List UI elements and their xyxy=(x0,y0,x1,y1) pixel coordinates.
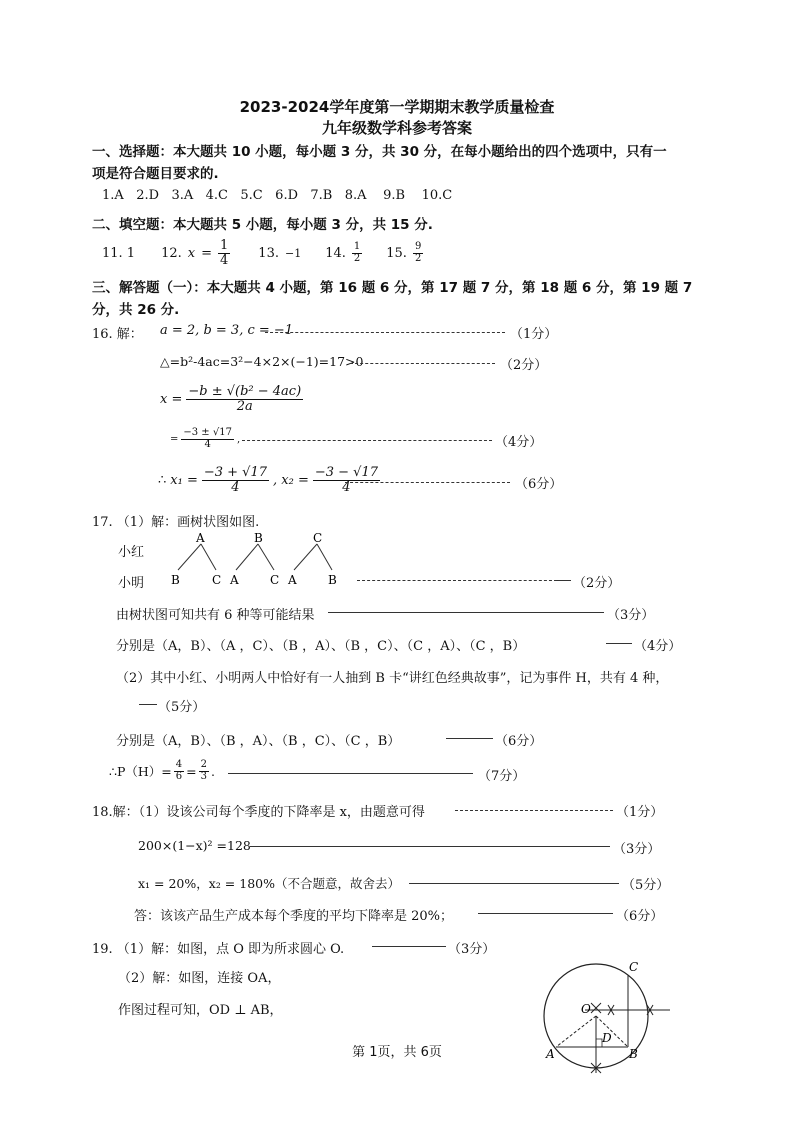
q12-fraction xyxy=(218,239,230,267)
q12-denominator: 4 xyxy=(220,252,229,268)
q17-prob-den-1: 6 xyxy=(175,770,183,782)
label-o: O xyxy=(581,1002,591,1016)
q17-prob-dot: . xyxy=(210,763,215,779)
q16-score-2: （2分） xyxy=(500,358,548,373)
tree-leaf-node: A xyxy=(288,573,297,587)
q15-label: 15. xyxy=(386,245,407,261)
q14-denominator: 2 xyxy=(353,252,361,264)
q17-prob-num-1: 4 xyxy=(175,759,183,770)
tree-leaf-node: A xyxy=(230,573,239,587)
q18-roots: x₁ = 20%，x₂ = 180%（不合题意，故舍去） xyxy=(138,876,400,891)
q18-score-3: （3分） xyxy=(613,842,661,857)
q16-discriminant: △=b²-4ac=3²−4×2×(−1)=17>0 xyxy=(160,354,364,369)
mc-answers xyxy=(102,188,452,203)
section1-heading-b: 项是符合题目要求的. xyxy=(92,166,219,182)
q16-sub-numerator: −3 ± √17 xyxy=(183,427,232,438)
mc-answer: 5.C xyxy=(240,188,263,203)
tree-top-node: B xyxy=(254,531,263,545)
mc-answer: 10.C xyxy=(421,188,453,203)
mc-answer: 6.D xyxy=(275,188,298,203)
q13-label: 13. xyxy=(258,245,279,261)
q16-leader-6 xyxy=(345,482,510,483)
tree-leaf-node: C xyxy=(212,573,222,587)
tree-top-node: C xyxy=(313,531,323,545)
q16-substitution xyxy=(170,428,240,450)
q17-prob-eq: = xyxy=(186,763,197,779)
label-d: D xyxy=(602,1031,612,1045)
q14-label: 14. xyxy=(325,245,346,261)
section2-heading: 二、填空题：本大题共 5 小题，每小题 3 分，共 15 分. xyxy=(92,217,433,233)
q17-leader-7 xyxy=(228,773,473,774)
q14-numerator: 1 xyxy=(353,241,361,253)
mc-answer: 9.B xyxy=(383,188,406,203)
q12-variable: x xyxy=(187,245,196,261)
q17-intro: 17. （1）解：画树状图如图. xyxy=(92,515,260,530)
q18-equation: 200×(1−x)² =128 xyxy=(138,838,251,853)
q15-numerator: 9 xyxy=(414,241,422,253)
tree-leaf-node: C xyxy=(270,573,280,587)
q17-leader-5 xyxy=(139,704,157,705)
q19-intro: 19. （1）解：如图，点 O 即为所求圆心 O. xyxy=(92,942,345,957)
q17-outcomes: 分别是（A，B）、（A ，C）、（B ，A）、（B ，C）、（C ，A）、（C ，B） xyxy=(116,639,526,654)
fill-answers: 11. 1 12. x = $\frac{1}{4}$ 13. −1 14. $\frac{1}{2}$ 15. $\frac{9}{2}$ xyxy=(102,238,422,268)
q17-prob-fraction-2 xyxy=(199,760,209,782)
q17-score-7: （7分） xyxy=(478,769,526,784)
q11-answer: 11. 1 xyxy=(102,245,136,261)
tree-leaf-node: B xyxy=(171,573,180,587)
q17-leader-2-end xyxy=(557,580,571,581)
q17-prob-fraction-1 xyxy=(174,760,184,782)
q17-part2: （2）其中小红、小明两人中恰好有一人抽到 B 卡“讲红色经典故事”，记为事件 H，共有 4 种， xyxy=(116,671,669,686)
circle-figure xyxy=(530,955,680,1080)
q17-probability xyxy=(109,760,215,782)
q18-leader-1 xyxy=(455,810,613,811)
section3-heading-b: 分，共 26 分. xyxy=(92,302,180,318)
q16-formula-fraction xyxy=(186,385,303,413)
q16-formula-lhs: x = xyxy=(160,391,183,407)
q16-score-4: （4分） xyxy=(495,435,543,450)
q15-fraction xyxy=(413,242,423,264)
tree-leaf-node: B xyxy=(328,573,337,587)
q17-outcomes-h: 分别是（A，B）、（B ，A）、（B ，C）、（C ，B） xyxy=(116,734,401,749)
title-line-2: 九年级数学科参考答案 xyxy=(321,119,472,137)
q16-coefficients: a = 2, b = 3, c = −1 xyxy=(160,323,294,338)
tree-branches xyxy=(178,544,332,570)
q16-sub-comma: , xyxy=(236,433,241,445)
q19-part2: （2）解：如图，连接 OA， xyxy=(118,971,281,986)
tree-row-label-1: 小红 xyxy=(118,545,145,560)
q16-label: 16. 解： xyxy=(92,327,143,342)
mc-answer: 7.B xyxy=(310,188,333,203)
q17-score-4: （4分） xyxy=(634,639,682,654)
q16-leader-2 xyxy=(350,363,495,364)
q17-leader-4 xyxy=(606,643,632,644)
q18-intro: 18.解：（1）设该公司每个季度的下降率是 x，由题意可得 xyxy=(92,805,425,820)
q12-label: 12. xyxy=(161,245,182,261)
q18-score-1: （1分） xyxy=(616,805,664,820)
q16-score-1: （1分） xyxy=(510,327,558,342)
label-c: C xyxy=(629,960,639,974)
q18-score-6: （6分） xyxy=(616,909,664,924)
tree-diagram xyxy=(160,530,360,592)
section3-heading-a: 三、解答题（一）：本大题共 4 小题，第 16 题 6 分，第 17 题 7 分，第 18 题 6 分，第 19 题 7 xyxy=(92,280,693,296)
q16-x1-lhs: x₁ = xyxy=(170,472,198,488)
q16-score-6: （6分） xyxy=(515,477,563,492)
q17-score-2: （2分） xyxy=(573,576,621,591)
q16-therefore: ∴ xyxy=(158,472,167,488)
q17-prob-num-2: 2 xyxy=(200,759,207,770)
title-line-1: 2023-2024学年度第一学期期末教学质量检查 xyxy=(239,98,555,116)
tree-row-label-2: 小明 xyxy=(118,576,145,591)
mc-answer: 8.A xyxy=(344,188,367,203)
q13-answer: −1 xyxy=(284,246,302,260)
q16-x2-fraction xyxy=(313,466,380,494)
mc-answer: 4.C xyxy=(205,188,228,203)
q15-denominator: 2 xyxy=(414,252,422,264)
page-footer: 第 1页，共 6页 xyxy=(352,1045,442,1060)
q16-formula-denominator: 2a xyxy=(236,398,253,414)
q16-formula xyxy=(160,385,303,413)
q16-leader-4 xyxy=(242,440,492,441)
q17-score-5: （5分） xyxy=(158,700,206,715)
q16-sub-fraction xyxy=(181,428,234,450)
q16-sub-eq: = xyxy=(170,433,179,445)
q12-numerator: 1 xyxy=(220,238,229,253)
q17-leader-2 xyxy=(357,580,557,581)
q18-leader-3 xyxy=(250,846,610,847)
q16-x2-denominator: 4 xyxy=(342,479,351,495)
q18-leader-6 xyxy=(478,913,613,914)
tree-top-node: A xyxy=(196,531,205,545)
q19-reason: 作图过程可知，OD ⊥ AB， xyxy=(118,1003,283,1018)
q17-prob-den-2: 3 xyxy=(200,770,207,782)
q16-x1-denominator: 4 xyxy=(231,479,240,495)
q18-score-5: （5分） xyxy=(622,878,670,893)
q16-x2-numerator: −3 − √17 xyxy=(314,465,379,480)
q19-leader-3 xyxy=(372,946,446,947)
q17-score-3: （3分） xyxy=(607,608,655,623)
q16-leader-1 xyxy=(265,332,505,333)
q17-prob-lhs: ∴P（H）= xyxy=(109,764,172,779)
q16-sub-denominator: 4 xyxy=(204,438,211,450)
q17-score-6: （6分） xyxy=(495,734,543,749)
q18-leader-5 xyxy=(409,883,619,884)
q17-leader-3 xyxy=(328,612,604,613)
q16-roots xyxy=(158,466,380,494)
section1-heading-a: 一、选择题：本大题共 10 小题，每小题 3 分，共 30 分，在每小题给出的四个选项中，只有一 xyxy=(92,144,667,160)
label-a: A xyxy=(546,1047,555,1061)
q14-fraction xyxy=(352,242,362,264)
mc-answer: 3.A xyxy=(171,188,194,203)
q16-formula-numerator: −b ± √(b² − 4ac) xyxy=(188,384,302,399)
q19-score-3: （3分） xyxy=(448,942,496,957)
mc-answer: 2.D xyxy=(136,188,160,203)
q16-x1-numerator: −3 + √17 xyxy=(203,465,268,480)
mc-answer: 1.A xyxy=(102,188,124,203)
q18-answer: 答：该该产品生产成本每个季度的平均下降率是 20%； xyxy=(134,909,454,924)
q17-count: 由树状图可知共有 6 种等可能结果 xyxy=(116,608,315,623)
q16-x1-fraction xyxy=(202,466,269,494)
q17-leader-6 xyxy=(446,738,493,739)
q16-x2-lhs: , x₂ = xyxy=(273,472,309,488)
label-b: B xyxy=(629,1047,638,1061)
